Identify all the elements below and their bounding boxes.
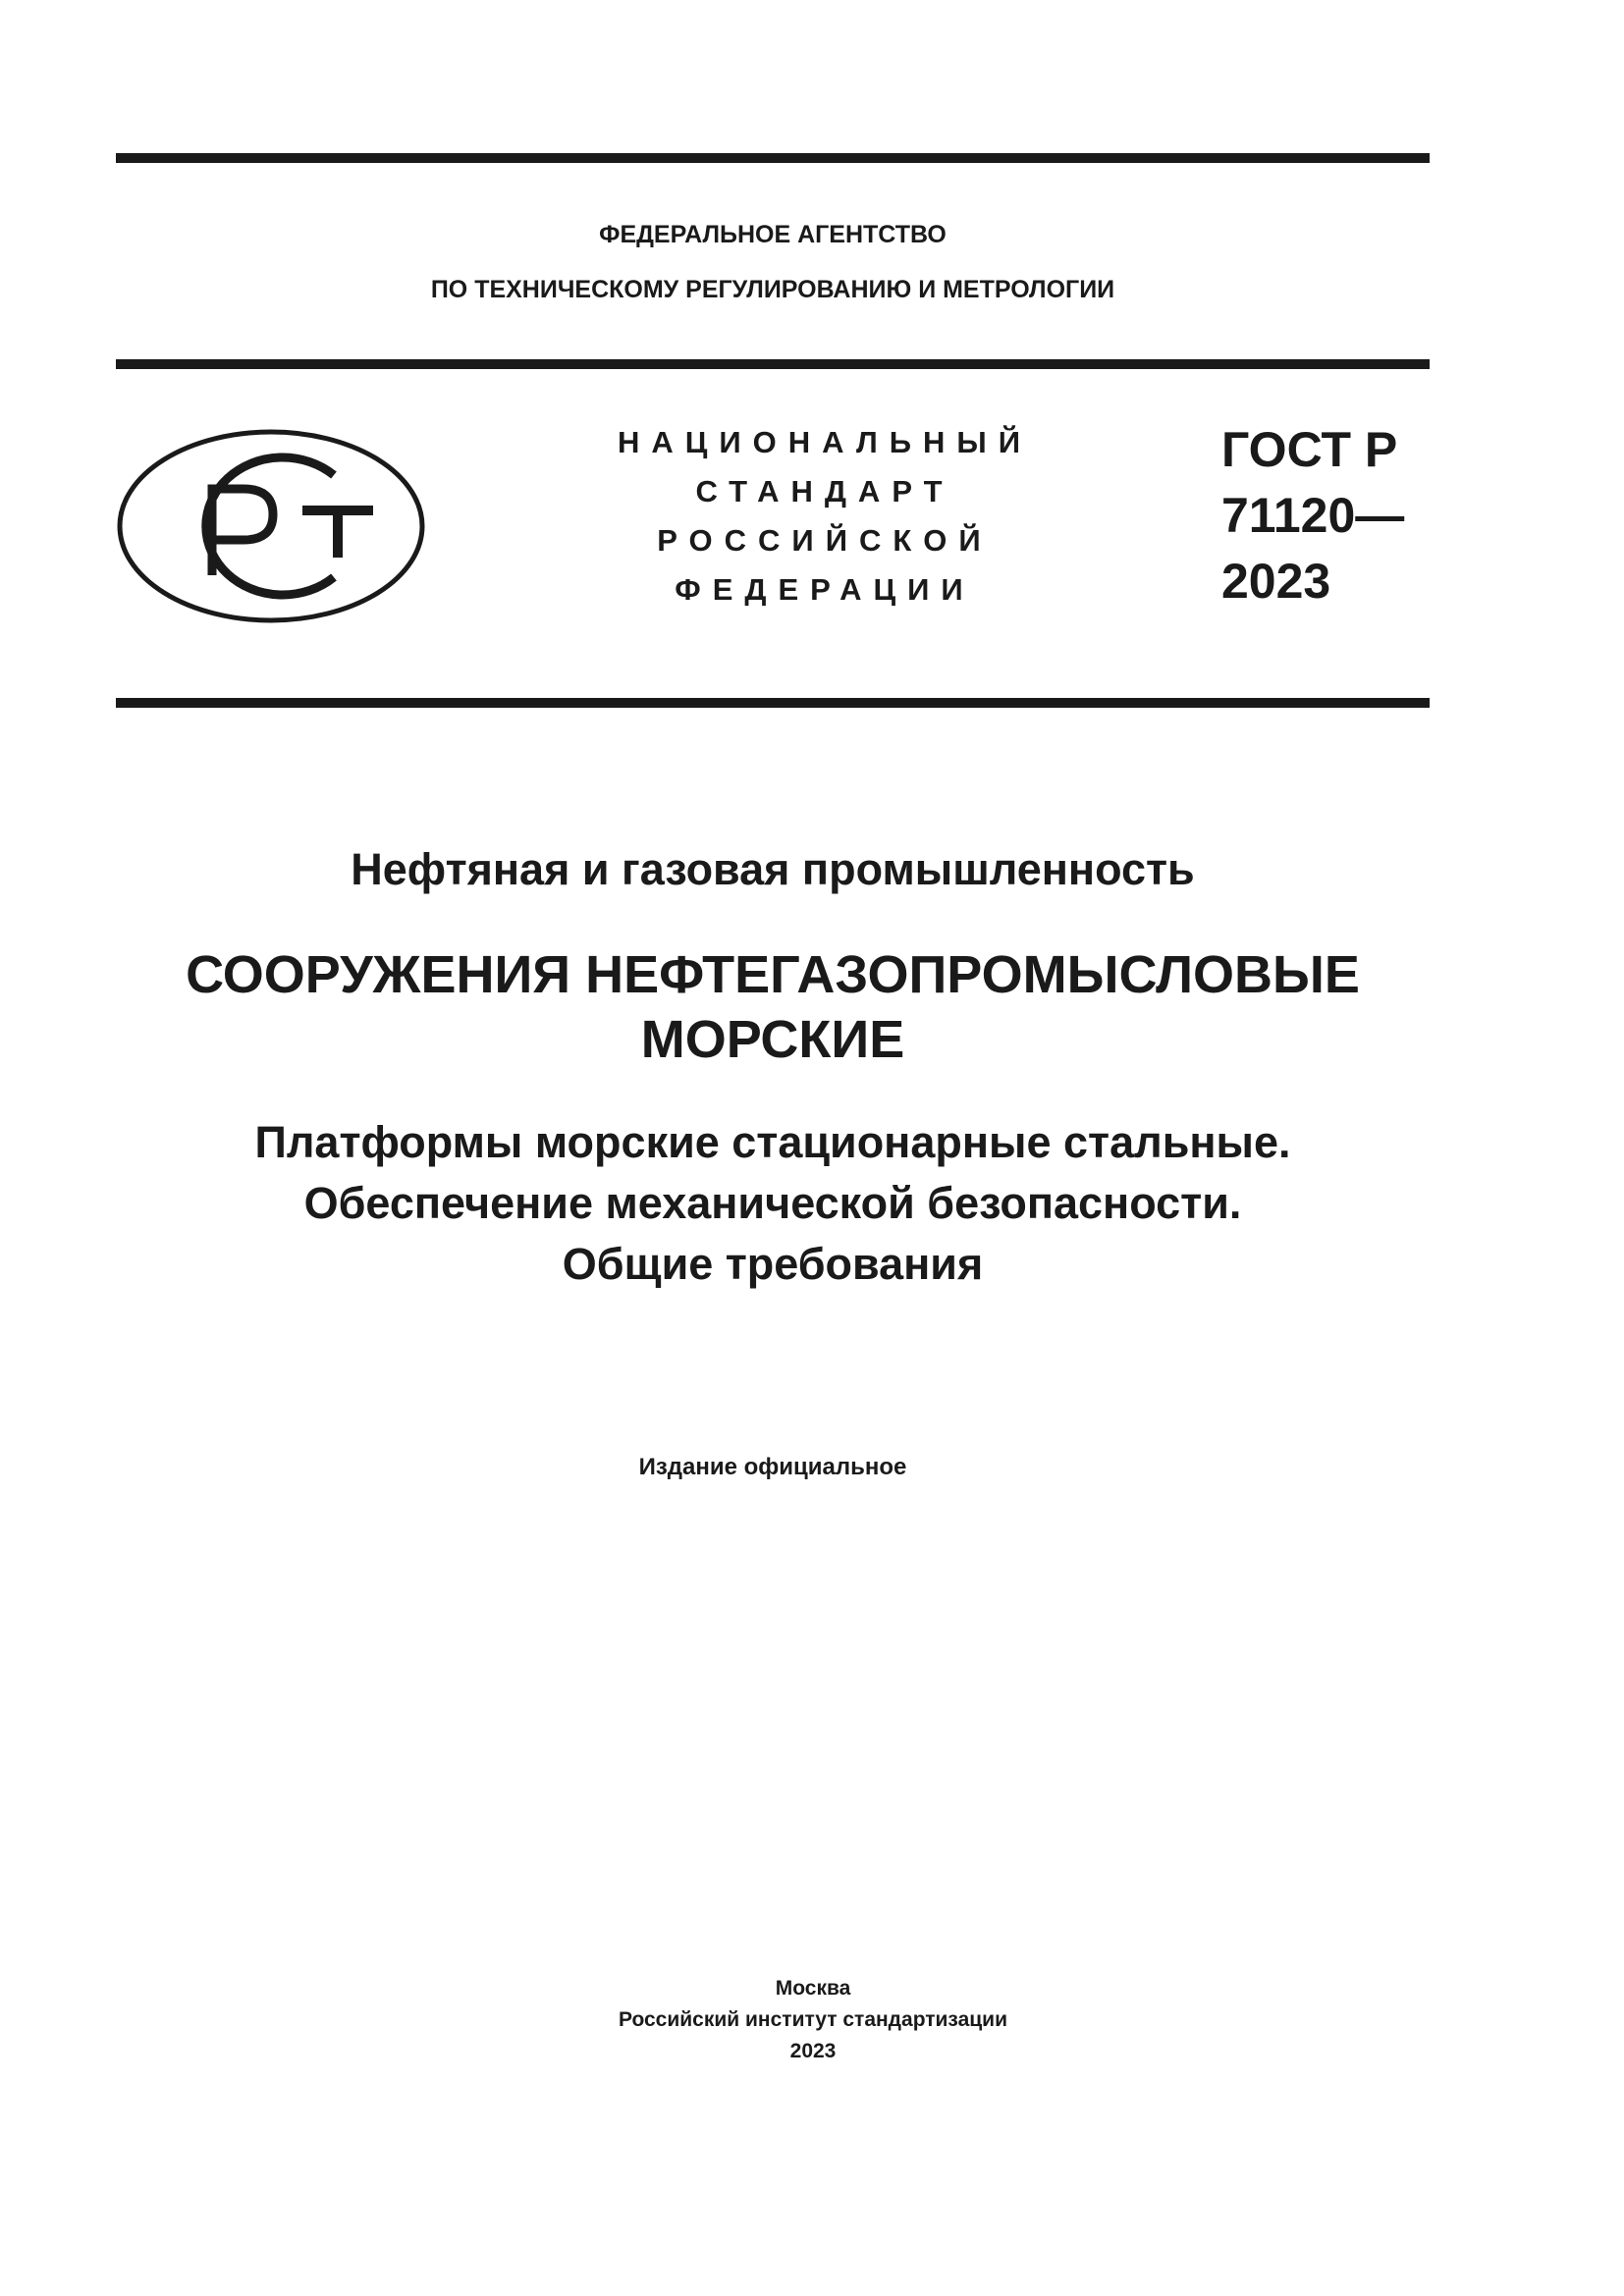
imprint-city: Москва [775,1977,851,2000]
national-line-4: ФЕДЕРАЦИИ [675,572,975,607]
gost-line-2: 71120— [1221,488,1405,543]
agency-line-1: ФЕДЕРАЛЬНОЕ АГЕНТСТВО [599,221,947,248]
top-rule [116,153,1430,163]
description-line-1: Платформы морские стационарные стальные. [254,1117,1291,1167]
national-line-3: РОССИЙСКОЙ [657,523,993,558]
document-subtitle: Нефтяная и газовая промышленность [351,844,1195,894]
gost-designation [1221,417,1404,614]
national-line-2: СТАНДАРТ [695,474,954,508]
national-line-1: НАЦИОНАЛЬНЫЙ [617,425,1033,459]
rst-certification-mark-icon [116,428,426,624]
description-line-2: Обеспечение механической безопасности. [303,1178,1242,1228]
imprint [116,1973,1510,2067]
header-rule [116,359,1430,369]
main-title-line-1: СООРУЖЕНИЯ НЕФТЕГАЗОПРОМЫСЛОВЫЕ [186,945,1360,1004]
national-standard-label [589,418,1060,614]
imprint-year: 2023 [789,2040,837,2062]
edition-label: Издание официальное [638,1454,907,1480]
standard-block-rule [116,698,1430,708]
document-main-title [116,942,1430,1072]
main-title-line-2: МОРСКИЕ [640,1010,905,1069]
agency-line-2: ПО ТЕХНИЧЕСКОМУ РЕГУЛИРОВАНИЮ И МЕТРОЛОГИИ [430,276,1115,303]
document-description [116,1112,1430,1295]
gost-line-3: 2023 [1221,554,1331,609]
agency-header [116,207,1430,317]
description-line-3: Общие требования [562,1239,984,1289]
gost-line-1: ГОСТ Р [1221,422,1398,477]
imprint-publisher: Российский институт стандартизации [618,2008,1008,2031]
